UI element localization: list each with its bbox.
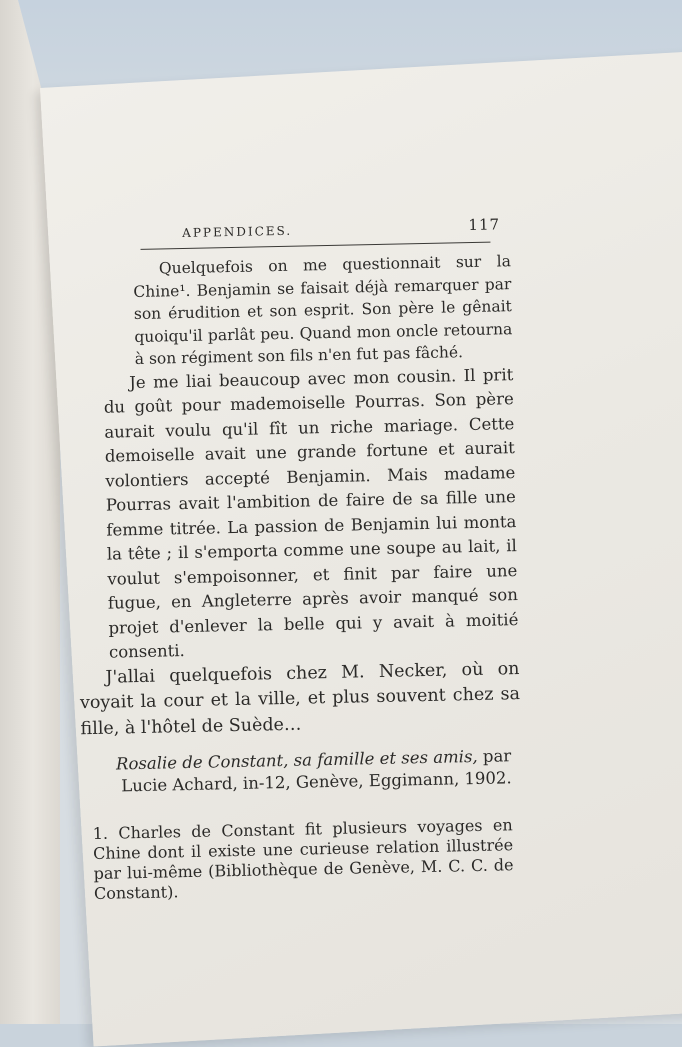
paragraph-2: Je me liai beaucoup avec mon cousin. Il prit du goût pour mademoiselle Pourras. Son père aurait voulu qu'il fît un riche mariage. Cette demoiselle avait une grande fortune et aurait volontiers accepté Benjamin. Mais madame Pourras avait l'ambition de faire de sa fille une femme titrée. La passion de Benjamin lui monta la tête ; il s'emporta comme une soupe au lait, il voulut s'empoisonner, et finit par faire une fugue, en Angleterre après avoir manqué son projet d'enlever la belle qui y avait à moitié consenti. [103,364,519,662]
citation-title: Rosalie de Constant, sa famille et ses amis, [115,746,478,774]
page-content [40,215,524,905]
footnote: 1. Charles de Constant fit plusieurs voyages en Chine dont il existe une curieuse relation illustrée par lui-même (Bibliothèque de Genève, M. C. C. de Constant). [92,815,514,904]
citation [51,745,522,799]
paragraph-1: Quelquefois on me questionnait sur la Chine¹. Benjamin se faisait déjà remarquer par son érudition et son esprit. Son père le gênait quoiqu'il parlât peu. Quand mon oncle retourna à son régiment son fils n'en fut pas fâché. [133,252,513,369]
page-number: 117 [468,215,501,235]
paragraph-3: J'allai quelquefois chez M. Necker, où on voyait la cour et la ville, et plus souvent chez sa fille, à l'hôtel de Suède… [79,658,521,739]
citation-details: par Lucie Achard, in-12, Genève, Eggimann, 1902. [121,746,512,796]
running-head-title: APPENDICES. [182,223,293,241]
